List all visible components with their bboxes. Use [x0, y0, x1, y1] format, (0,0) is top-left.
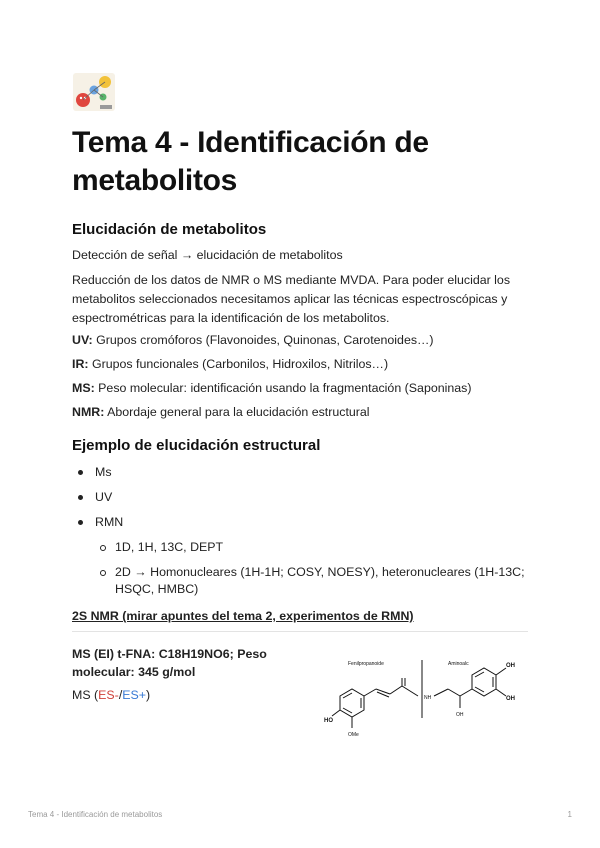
label-aminoalc: Aminoalc [448, 661, 469, 667]
bullet-ring [100, 545, 106, 551]
ms-prefix: MS ( [72, 688, 99, 702]
nmr-text: Abordaje general para la elucidación estructural [104, 405, 370, 419]
label-oh-right: OH [506, 696, 515, 702]
list-item [72, 488, 123, 506]
bullet-list [72, 463, 123, 531]
list-item-label: Ms [95, 465, 112, 479]
uv-line [72, 331, 532, 350]
list-item-label: RMN [95, 515, 124, 529]
page-title: Tema 4 - Identificación de metabolitos [72, 126, 429, 197]
ir-label: IR: [72, 357, 89, 371]
label-nh: NH [424, 695, 432, 701]
page-icon [72, 72, 116, 112]
nmr-line [72, 403, 532, 422]
bullet-dot [78, 520, 83, 525]
footer-title: Tema 4 - Identificación de metabolitos [28, 810, 163, 819]
divider [72, 631, 528, 632]
ms-block-heading [72, 645, 292, 681]
list-item [72, 513, 123, 531]
footer-page-number: 1 [567, 810, 572, 819]
link-2s-nmr[interactable]: 2S NMR (mirar apuntes del tema 2, experimentos de RMN) [72, 609, 414, 623]
bullet-dot [78, 495, 83, 500]
uv-text: Grupos cromóforos (Flavonoides, Quinonas, Carotenoides…) [92, 333, 434, 347]
list-item-label: 1D, 1H, 13C, DEPT [115, 540, 224, 554]
ir-text: Grupos funcionales (Carbonilos, Hidroxilos, Nitrilos…) [88, 357, 389, 371]
ms-line [72, 379, 532, 398]
list-item-label: UV [95, 490, 113, 504]
label-oh-mid: OH [456, 712, 464, 718]
paragraph-deteccion: Detección de señal → elucidación de metabolitos [72, 248, 343, 262]
paragraph-reduccion: Reducción de los datos de NMR o MS mediante MVDA. Para poder elucidar los metabolitos seleccionados necesitamos aplicar las técnicas espectroscópicas y espectrométricas para la identificación de los metabolitos. [72, 273, 511, 325]
es-minus: ES- [98, 688, 119, 702]
bullet-ring [100, 570, 106, 576]
sub-bullet-list [95, 539, 535, 598]
list-item [95, 564, 535, 598]
ms-slash: / [118, 688, 123, 702]
list-item-label: 2D → Homonucleares (1H-1H; COSY, NOESY), heteronucleares (1H-13C; HSQC, HMBC) [115, 565, 525, 596]
section-heading-elucidacion: Elucidación de metabolitos [72, 221, 267, 238]
ir-line [72, 355, 532, 374]
list-item [72, 463, 123, 481]
nmr-label: NMR: [72, 405, 105, 419]
bullet-dot [78, 470, 83, 475]
es-plus: ES+ [122, 688, 147, 702]
molecule-structure-diagram [318, 656, 530, 748]
ms-suffix: ) [146, 688, 151, 702]
label-fenilpropanoide: Fenilpropanoide [348, 661, 384, 667]
label-ome: OMe [348, 732, 359, 738]
section-heading-ejemplo: Ejemplo de elucidación estructural [72, 437, 321, 454]
list-item [95, 539, 535, 556]
uv-label: UV: [72, 333, 93, 347]
ms-label: MS: [72, 381, 95, 395]
ms-text: Peso molecular: identificación usando la fragmentación (Saponinas) [94, 381, 472, 395]
label-ho: HO [324, 718, 333, 724]
ms-block-heading-text: MS (EI) t-FNA: C18H19NO6; Peso molecular: 345 g/mol [72, 647, 267, 679]
label-oh-top: OH [506, 663, 515, 669]
